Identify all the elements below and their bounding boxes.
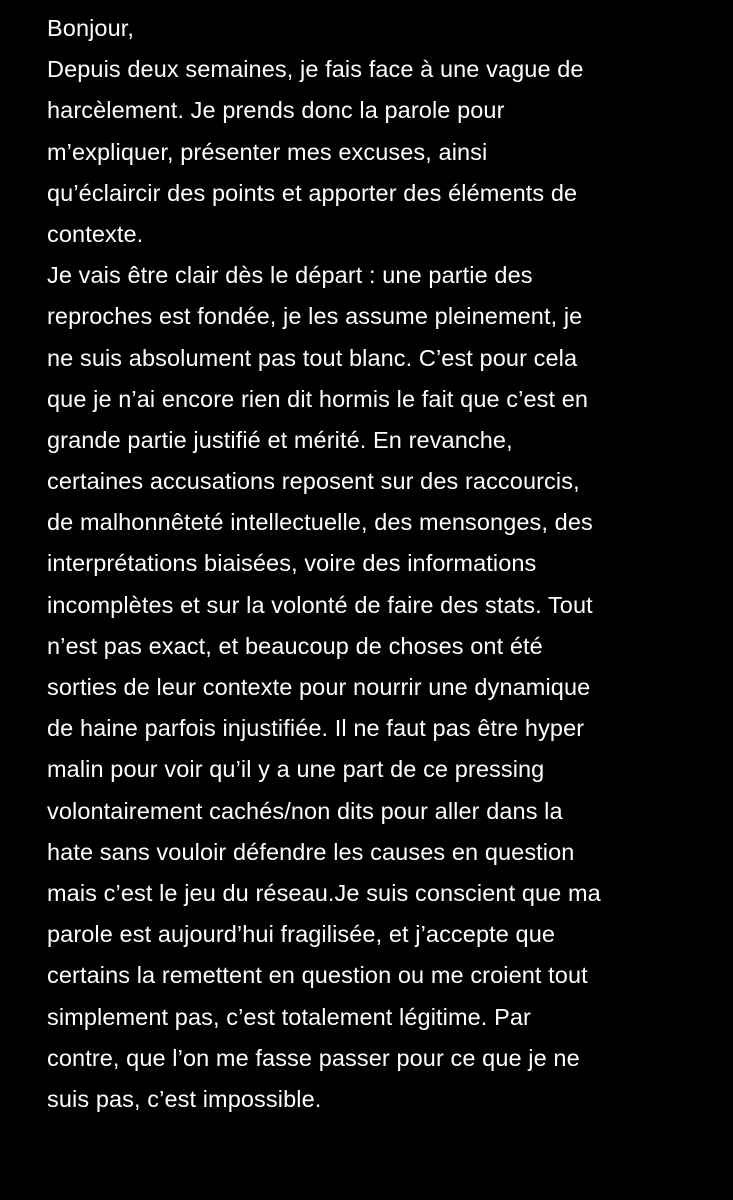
text-line: interprétations biaisées, voire des informations: [47, 550, 537, 577]
text-line: Bonjour,: [47, 15, 135, 41]
text-line: certaines accusations reposent sur des raccourcis,: [47, 468, 580, 495]
text-line: de haine parfois injustifiée. Il ne faut pas être hyper: [47, 715, 585, 742]
text-line: parole est aujourd’hui fragilisée, et j’accepte que: [47, 921, 556, 948]
text-line: contre, que l’on me fasse passer pour ce que je ne: [47, 1044, 580, 1071]
text-line: volontairement cachés/non dits pour aller dans la: [47, 797, 563, 824]
text-line: qu’éclaircir des points et apporter des éléments de: [47, 179, 578, 206]
text-line: hate sans vouloir défendre les causes en question: [47, 838, 575, 865]
text-line: ne suis absolument pas tout blanc. C’est pour cela: [47, 344, 578, 371]
text-line: que je n’ai encore rien dit hormis le fait que c’est en: [47, 385, 589, 412]
text-line: grande partie justifié et mérité. En revanche,: [47, 426, 513, 453]
text-line: sorties de leur contexte pour nourrir une dynamique: [47, 674, 591, 700]
text-line: simplement pas, c’est totalement légitime. Par: [47, 1003, 531, 1030]
text-line: harcèlement. Je prends donc la parole pour: [47, 97, 505, 124]
text-line: Depuis deux semaines, je fais face à une vague de: [47, 56, 584, 83]
text-line: incomplètes et sur la volonté de faire des stats. Tout: [47, 591, 593, 618]
text-line: contexte.: [47, 220, 144, 247]
text-line: reproches est fondée, je les assume pleinement, je: [47, 303, 583, 330]
text-line: de malhonnêteté intellectuelle, des mensonges, des: [47, 509, 593, 536]
text-line: certains la remettent en question ou me croient tout: [47, 962, 588, 989]
text-line: m’expliquer, présenter mes excuses, ainsi: [47, 138, 488, 165]
statement-text: [47, 8, 707, 1120]
text-line: malin pour voir qu’il y a une part de ce pressing: [47, 756, 545, 783]
text-line: n’est pas exact, et beaucoup de choses ont été: [47, 632, 543, 659]
text-line: suis pas, c’est impossible.: [47, 1085, 322, 1112]
text-line: Je vais être clair dès le départ : une partie des: [47, 262, 533, 289]
text-line: mais c’est le jeu du réseau.Je suis conscient que ma: [47, 879, 601, 906]
